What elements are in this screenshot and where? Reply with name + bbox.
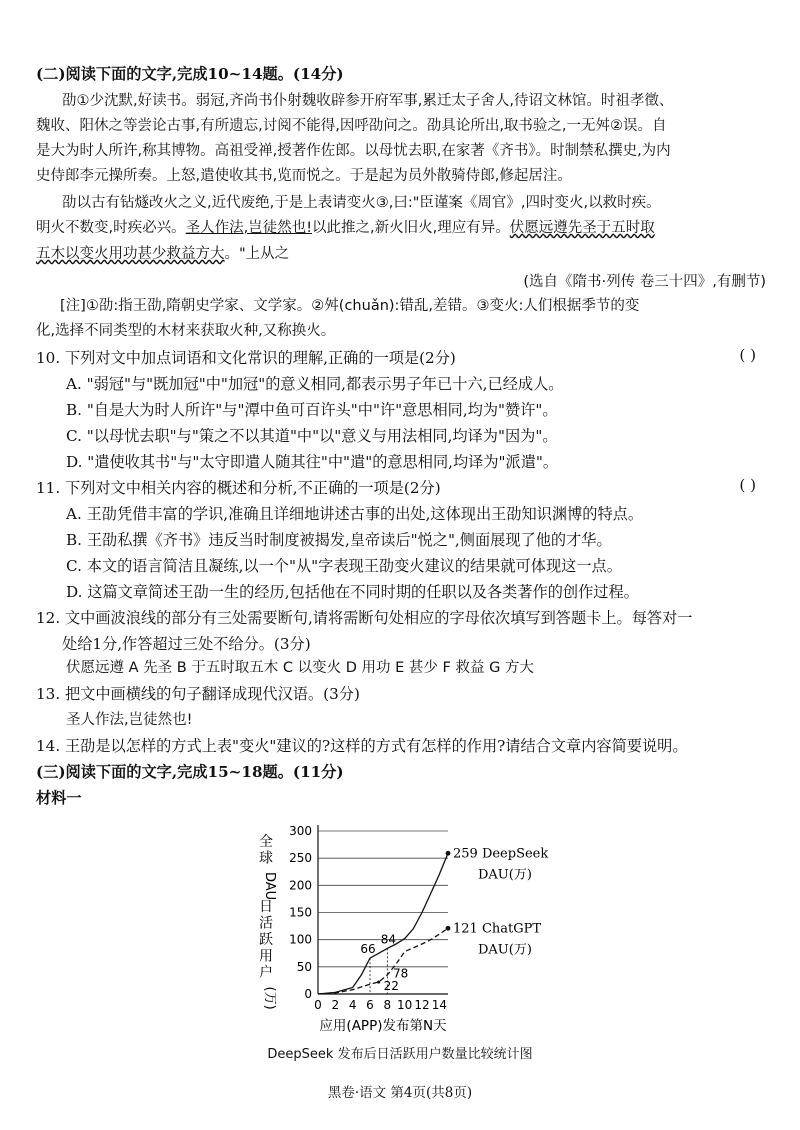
wavy-line-part-2: 五木以变火用功甚少救益方大 — [36, 246, 225, 262]
chatgpt-end-point — [446, 926, 451, 931]
y-axis-label-part: 全 — [259, 834, 273, 850]
y-tick-label: 150 — [289, 905, 312, 920]
question-13-handwritten: 圣人作法,岂徒然也! — [66, 712, 193, 728]
x-tick-label: 10 — [397, 998, 413, 1012]
x-axis-label: 应用(APP)发布第N天 — [319, 1018, 447, 1034]
y-axis-label-part: 用 — [259, 948, 273, 965]
deepseek-label: 259 DeepSeek — [453, 846, 549, 862]
answer-bracket-10[interactable]: ( ) — [739, 346, 756, 364]
y-axis-label-part: 户 — [259, 965, 273, 981]
q10-option-c: C. "以母忧去职"与"策之不以其道"中"以"意义与用法相同,均译为"因为"。 — [66, 427, 558, 445]
annotation-66: 66 — [360, 942, 376, 957]
passage-line-3: 是大为时人所许,称其博物。高祖受禅,授著作佐郎。以母忧去职,在家著《齐书》。时制禁私撰史,为内 — [36, 143, 671, 159]
y-tick-label: 0 — [304, 987, 312, 1001]
section3-header: (三)阅读下面的文字,完成15~18题。(11分) — [36, 763, 344, 781]
passage-line-2: 魏收、阳休之等尝论古事,有所遗忘,讨阅不能得,因呼劭问之。劭具论所出,取书验之,一无舛②误。自 — [36, 118, 667, 134]
x-tick-label: 0 — [314, 998, 322, 1012]
y-tick-label: 250 — [289, 851, 312, 866]
question-13: 13. 把文中画横线的句子翻译成现代汉语。(3分) — [36, 685, 360, 703]
wavy-line-part-1: 伏愿远遵先圣于五时取 — [509, 220, 655, 236]
q11-option-b: B. 王劭私撰《齐书》违反当时制度被揭发,皇帝读后"悦之",侧面展现了他的才华。 — [66, 531, 612, 549]
question-10: 10. 下列对文中加点词语和文化常识的理解,正确的一项是(2分) — [36, 349, 456, 367]
y-axis-label-part: DAU — [262, 872, 277, 901]
y-tick-label: 300 — [289, 824, 312, 838]
y-axis-label-part: 球 — [259, 850, 273, 867]
y-tick-label: 50 — [296, 959, 312, 974]
question-12-handwritten: 伏愿远遵 A 先圣 B 于五时取五木 C 以变火 D 用功 E 甚少 F 救益 G 方大 — [66, 660, 534, 676]
q10-option-d: D. "遣使收其书"与"太守即遣人随其往"中"遣"的意思相同,均译为"派遣"。 — [66, 453, 559, 471]
chatgpt-label: 121 ChatGPT — [453, 921, 542, 937]
y-tick-label: 200 — [289, 878, 312, 893]
q11-option-c: C. 本文的语言简洁且凝练,以一个"从"字表现王劭变火建议的结果就可体现这一点。 — [66, 557, 622, 575]
y-axis-label-part: 跃 — [259, 932, 273, 948]
point-22 — [377, 980, 380, 983]
chart-caption: DeepSeek 发布后日活跃用户数量比较统计图 — [267, 1047, 533, 1062]
deepseek-unit-label: DAU(万) — [478, 867, 532, 883]
passage-line-5: 劭以古有钻燧改火之义,近代废绝,于是上表请变火③,曰:"臣谨案《周官》,四时变火,以救时疾。 — [62, 195, 661, 211]
x-tick-label: 8 — [383, 998, 392, 1012]
q10-option-a: A. "弱冠"与"既加冠"中"加冠"的意义相同,都表示男子年已十六,已经成人。 — [66, 375, 564, 393]
deepseek-end-point — [446, 851, 451, 856]
q10-option-b: B. "自是大为时人所许"与"潭中鱼可百许头"中"许"意思相同,均为"赞许"。 — [66, 401, 558, 419]
note-line-1: [注]①劭:指王劭,隋朝史学家、文学家。②舛(chuǎn):错乱,差错。③变火:人们根据季节的变 — [60, 298, 640, 314]
annotation-78: 78 — [393, 966, 409, 981]
x-tick-label: 2 — [331, 998, 340, 1012]
section2-header: (二)阅读下面的文字,完成10~14题。(14分) — [36, 65, 344, 83]
y-tick-label: 100 — [289, 932, 312, 947]
x-tick-label: 14 — [431, 998, 447, 1012]
page-footer: 黑卷·语文 第4页(共8页) — [327, 1085, 473, 1101]
question-12-line-2: 处给1分,作答超过三处不给分。(3分) — [62, 635, 311, 653]
answer-bracket-11[interactable]: ( ) — [739, 476, 756, 494]
q11-option-d: D. 这篇文章简述王劭一生的经历,包括他在不同时期的任职以及各类著作的创作过程。 — [66, 583, 639, 601]
x-tick-label: 4 — [348, 998, 357, 1012]
question-11: 11. 下列对文中相关内容的概述和分析,不正确的一项是(2分) — [36, 479, 441, 497]
y-axis-label-part: (万) — [262, 986, 277, 1010]
annotation-22: 22 — [383, 979, 399, 994]
q11-option-a: A. 王劭凭借丰富的学识,准确且详细地讲述古事的出处,这体现出王劭知识渊博的特点。 — [66, 505, 644, 523]
y-axis-label-part: 活 — [259, 915, 273, 932]
passage-line-6: 明火不数变,时疾必兴。圣人作法,岂徒然也!以此推之,新火旧火,理应有异。伏愿远遵先圣于五时取 — [36, 220, 655, 236]
material-label: 材料一 — [36, 789, 82, 807]
deepseek-series-line — [318, 853, 448, 994]
x-tick-label: 6 — [366, 998, 374, 1012]
question-12-line-1: 12. 文中画波浪线的部分有三处需要断句,请将需断句处相应的字母依次填写到答题卡上。每答对一 — [36, 609, 693, 627]
source-citation: (选自《隋书·列传 卷三十四》,有删节) — [523, 274, 766, 290]
chatgpt-unit-label: DAU(万) — [478, 942, 532, 958]
y-axis-label-part: 日 — [259, 899, 273, 915]
x-tick-label: 12 — [414, 998, 430, 1012]
note-line-2: 化,选择不同类型的木材来获取火种,又称换火。 — [36, 323, 336, 339]
passage-line-1: 劭①少沈默,好读书。弱冠,齐尚书仆射魏收辟参开府军事,累迁太子舍人,待诏文林馆。时祖孝徵、 — [62, 93, 674, 109]
passage-line-7: 五木以变火用功甚少救益方大。"上从之 — [36, 246, 290, 262]
passage-line-4: 史侍郎李元操所奏。上怒,遣使收其书,览而悦之。于是起为员外散骑侍郎,修起居注。 — [36, 168, 572, 184]
underlined-sentence: 圣人作法,岂徒然也! — [185, 220, 313, 236]
question-14: 14. 王劭是以怎样的方式上表"变火"建议的?这样的方式有怎样的作用?请结合文章内容简要说明。 — [36, 737, 688, 755]
annotation-84: 84 — [380, 932, 396, 947]
